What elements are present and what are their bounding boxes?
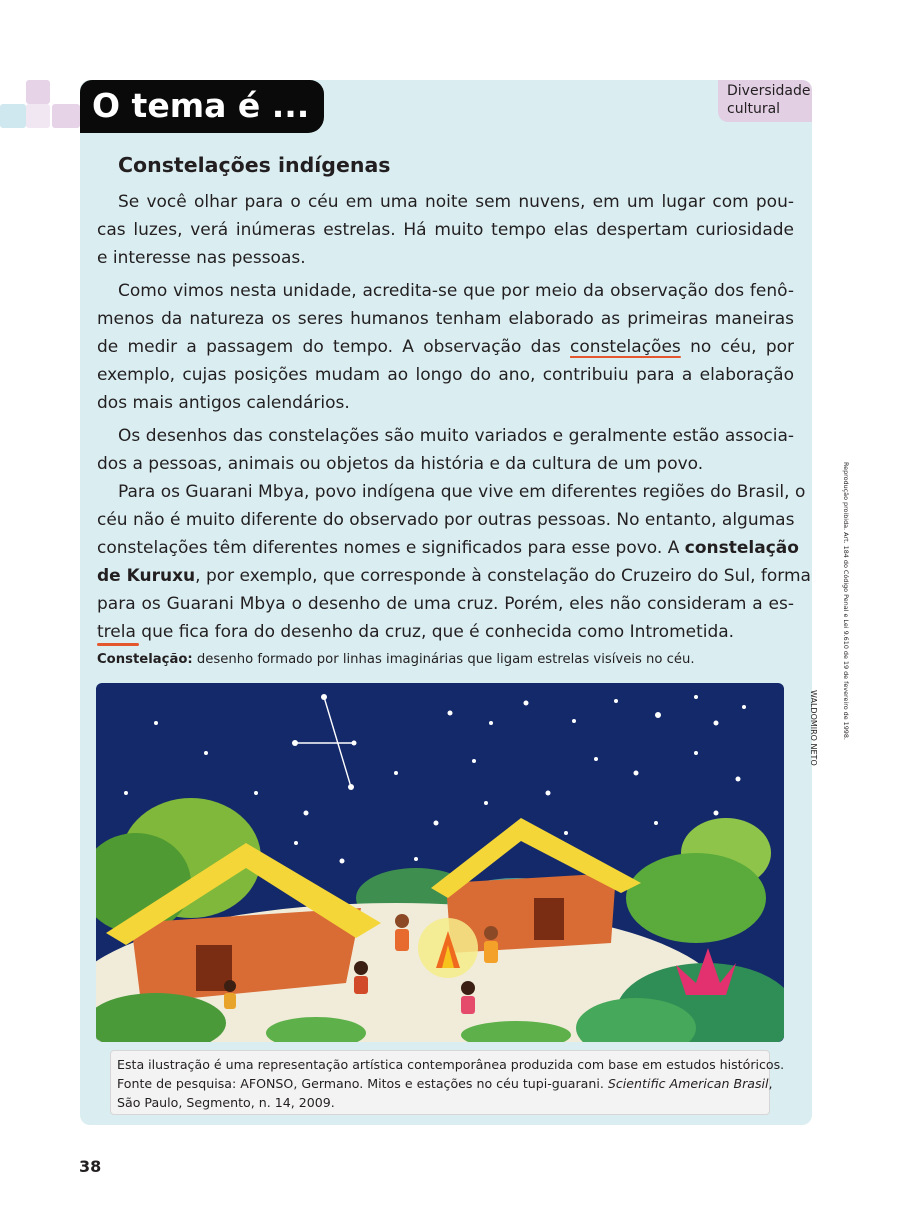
illustration-credit: WALDOMIRO NETO — [809, 690, 818, 766]
paragraph-line: exemplo, cujas posições mudam ao longo do ano, contribuiu para a elaboração — [97, 365, 794, 385]
text-span: de medir a passagem do tempo. A observação das — [97, 337, 571, 357]
star — [448, 711, 453, 716]
paragraph-line — [97, 333, 794, 361]
decorative-square — [26, 80, 50, 104]
night-village-illustration — [96, 683, 784, 1042]
paragraph-line: Os desenhos das constelações são muito variados e geralmente estão associa- — [118, 426, 794, 446]
paragraph-line: dos mais antigos calendários. — [97, 393, 350, 413]
star — [564, 831, 568, 835]
star — [714, 811, 719, 816]
star — [634, 771, 639, 776]
star — [594, 757, 598, 761]
paragraph-line: Se você olhar para o céu em uma noite sem nuvens, em um lugar com pou- — [118, 192, 794, 212]
glossary-definition: desenho formado por linhas imaginárias que ligam estrelas visíveis no céu. — [192, 652, 695, 667]
category-badge — [718, 80, 812, 122]
article-title: Constelações indígenas — [118, 153, 391, 177]
text-span: , — [768, 1076, 773, 1091]
star — [254, 791, 258, 795]
decorative-square — [26, 104, 50, 128]
star — [655, 712, 661, 718]
star — [472, 759, 476, 763]
legal-notice: Reprodução proibida. Art. 184 do Código Penal e Lei 9.610 de 19 de fevereiro de 1998. — [842, 462, 850, 740]
paragraph-line: Como vimos nesta unidade, acredita-se que por meio da observação dos fenô- — [118, 281, 794, 301]
star — [654, 821, 658, 825]
paragraph-line: cas luzes, verá inúmeras estrelas. Há muito tempo elas despertam curiosidade — [97, 220, 794, 240]
bold-term: constelação — [684, 538, 799, 558]
text-span: , por exemplo, que corresponde à constelação do Cruzeiro do Sul, forma — [195, 566, 811, 586]
paragraph-line: para os Guarani Mbya o desenho de uma cruz. Porém, eles não consideram a es- — [97, 594, 794, 614]
star — [546, 791, 551, 796]
star — [294, 841, 298, 845]
category-badge-line: cultural — [727, 101, 781, 117]
star — [694, 751, 698, 755]
bush — [626, 853, 766, 943]
star — [394, 771, 398, 775]
paragraph-line: trela que fica fora do desenho da cruz, que é conhecida como Intrometida. — [97, 622, 735, 642]
star — [304, 811, 309, 816]
source-title: Scientific American Brasil — [607, 1076, 769, 1091]
page-number: 38 — [79, 1157, 102, 1176]
star — [614, 699, 618, 703]
glossary-divider — [97, 643, 139, 646]
text-span: Fonte de pesquisa: AFONSO, Germano. Mitos e estações no céu tupi-guarani. — [117, 1076, 608, 1091]
section-title: O tema é ... — [92, 86, 310, 125]
category-badge-line: Diversidade — [727, 83, 811, 99]
glossary-term-link[interactable]: constelações — [570, 337, 681, 357]
glossary-note — [97, 650, 695, 670]
text-span: no céu, por — [680, 337, 795, 357]
caption-line: Esta ilustração é uma representação artística contemporânea produzida com base em estudos históricos. — [117, 1057, 785, 1072]
paragraph-line: menos da natureza os seres humanos tenham elaborado as primeiras maneiras — [97, 309, 794, 329]
paragraph-line: Para os Guarani Mbya, povo indígena que vive em diferentes regiões do Brasil, o — [118, 482, 806, 502]
star — [124, 791, 128, 795]
star — [484, 801, 488, 805]
paragraph-line: céu não é muito diferente do observado por outras pessoas. No entanto, algumas — [97, 510, 795, 530]
text-span: constelações têm diferentes nomes e significados para esse povo. A — [97, 538, 685, 558]
star — [572, 719, 576, 723]
star — [714, 721, 719, 726]
decorative-square — [0, 104, 26, 128]
star — [414, 857, 418, 861]
star — [204, 751, 208, 755]
star — [434, 821, 439, 826]
star — [694, 695, 698, 699]
caption-line — [117, 1075, 773, 1093]
glossary-term: Constelação: — [97, 652, 193, 667]
star — [489, 721, 493, 725]
decorative-square — [52, 104, 80, 128]
paragraph-line — [97, 534, 799, 562]
star — [340, 859, 345, 864]
star — [524, 701, 529, 706]
caption-line: São Paulo, Segmento, n. 14, 2009. — [117, 1095, 335, 1110]
paragraph-line — [97, 562, 811, 590]
star — [742, 705, 746, 709]
paragraph-line: dos a pessoas, animais ou objetos da história e da cultura de um povo. — [97, 454, 704, 474]
bold-term: de Kuruxu — [97, 566, 196, 586]
paragraph-line: e interesse nas pessoas. — [97, 248, 306, 268]
star — [154, 721, 158, 725]
star — [736, 777, 741, 782]
